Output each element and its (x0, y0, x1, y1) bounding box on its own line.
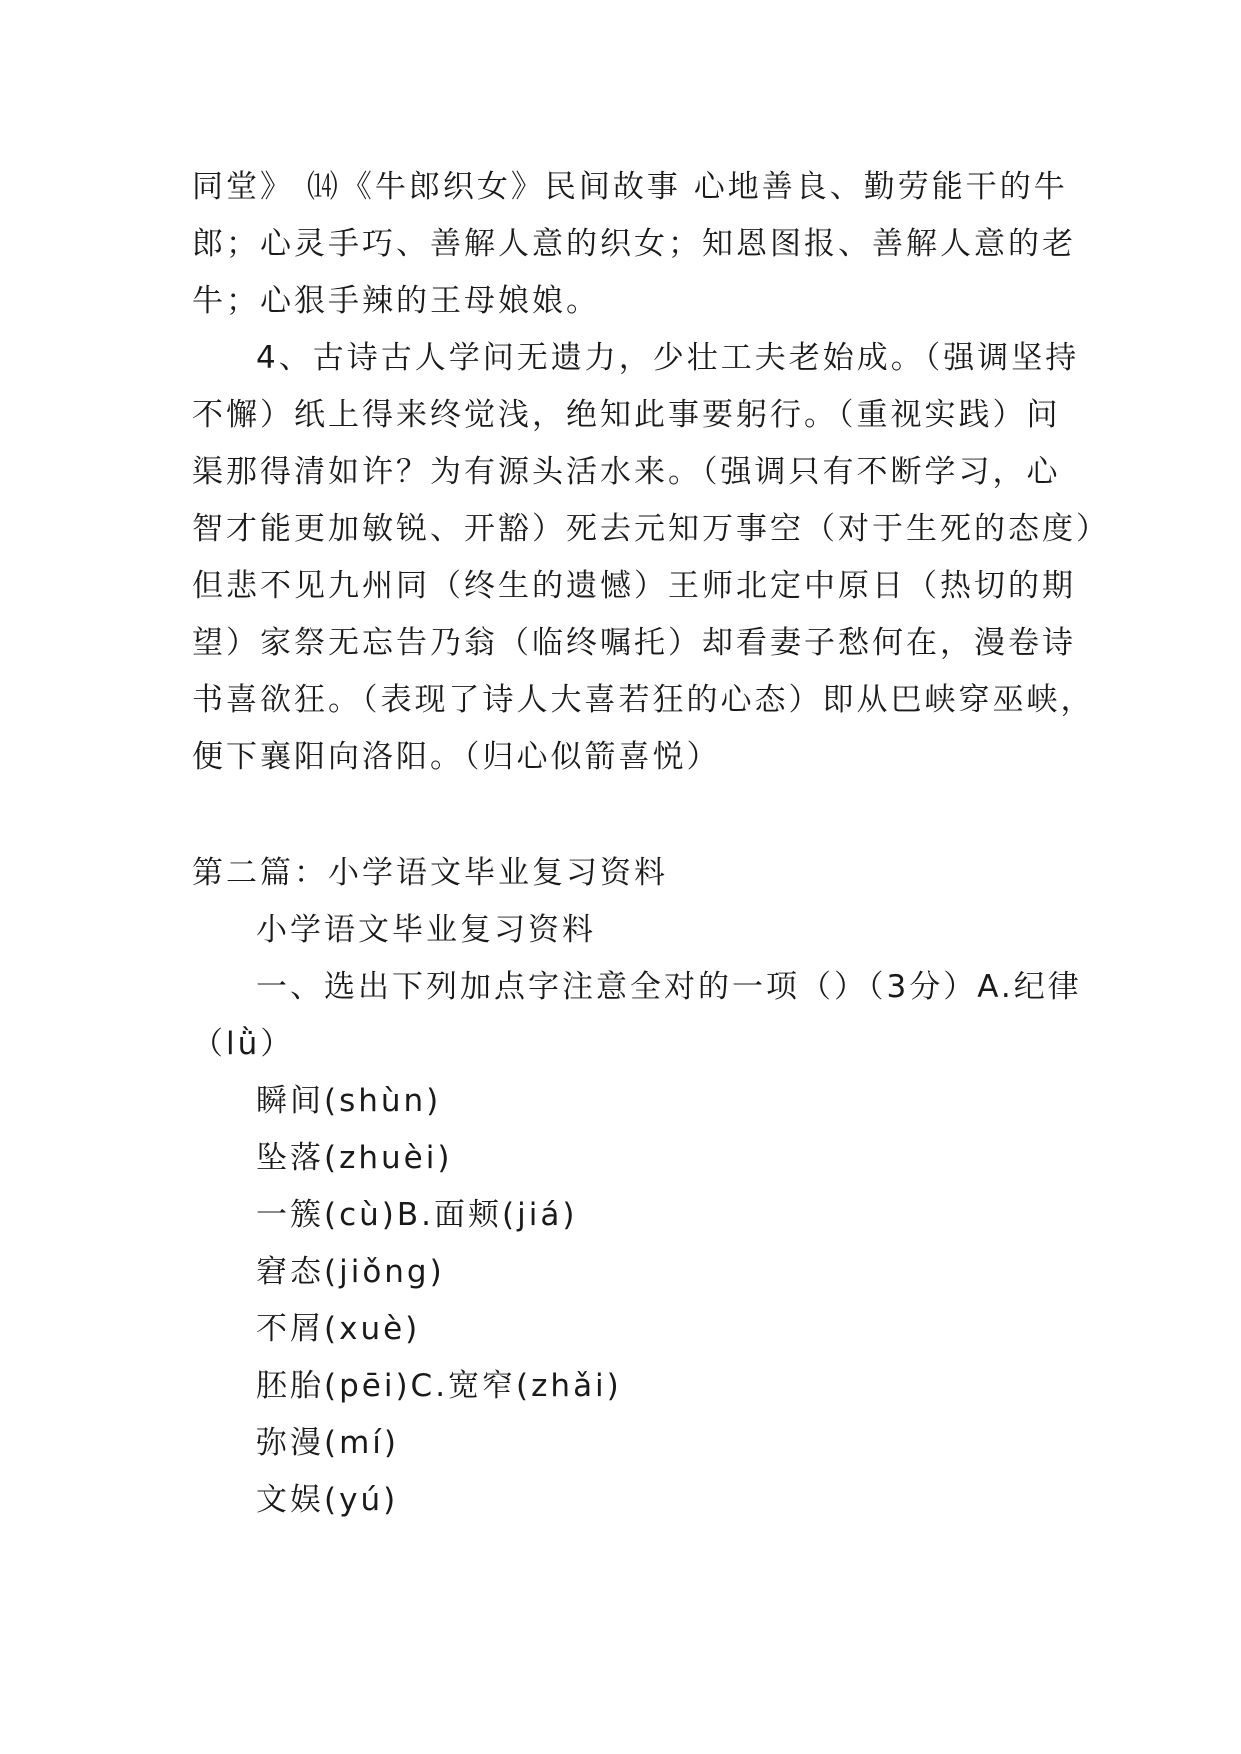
paragraph-line: 便下襄阳向洛阳。（归心似箭喜悦） (192, 739, 721, 775)
paragraph-line: 同堂》 ⒁《牛郎织女》民间故事 心地善良、勤劳能干的牛 (192, 169, 1068, 205)
pinyin-item: 窘态(jiǒng) (256, 1254, 445, 1290)
section-subtitle: 小学语文毕业复习资料 (256, 912, 596, 948)
pinyin-item: 坠落(zhuèi) (256, 1140, 453, 1176)
paragraph-line: 渠那得清如许？为有源头活水来。（强调只有不断学习，心 (192, 454, 1061, 490)
pinyin-item: 不屑(xuè) (256, 1311, 421, 1347)
question-line: 一、选出下列加点字注意全对的一项（）（3分）A.纪律 (256, 969, 1082, 1005)
paragraph-line: 4、古诗古人学问无遗力，少壮工夫老始成。（强调坚持 (256, 340, 1080, 376)
section-heading: 第二篇：小学语文毕业复习资料 (192, 855, 668, 891)
pinyin-item: 一簇(cù)B.面颊(jiá) (256, 1197, 578, 1233)
paragraph-line: 书喜欲狂。（表现了诗人大喜若狂的心态）即从巴峡穿巫峡， (192, 682, 1095, 718)
pinyin-item: 胚胎(pēi)C.宽窄(zhǎi) (256, 1368, 622, 1404)
paragraph-line: 牛；心狠手辣的王母娘娘。 (192, 283, 600, 319)
paragraph-line: 望）家祭无忘告乃翁（临终嘱托）却看妻子愁何在，漫卷诗 (192, 625, 1076, 661)
pinyin-item: 文娱(yú) (256, 1482, 399, 1518)
pinyin-item: 瞬间(shùn) (256, 1083, 442, 1119)
paragraph-line: 智才能更加敏锐、开豁）死去元知万事空（对于生死的态度） (192, 511, 1110, 547)
question-line: （lǜ） (192, 1026, 295, 1062)
paragraph-line: 但悲不见九州同（终生的遗憾）王师北定中原日（热切的期 (192, 568, 1076, 604)
paragraph-line: 不懈）纸上得来终觉浅，绝知此事要躬行。（重视实践）问 (192, 397, 1061, 433)
pinyin-item: 弥漫(mí) (256, 1425, 399, 1461)
paragraph-line: 郎；心灵手巧、善解人意的织女；知恩图报、善解人意的老 (192, 226, 1076, 262)
